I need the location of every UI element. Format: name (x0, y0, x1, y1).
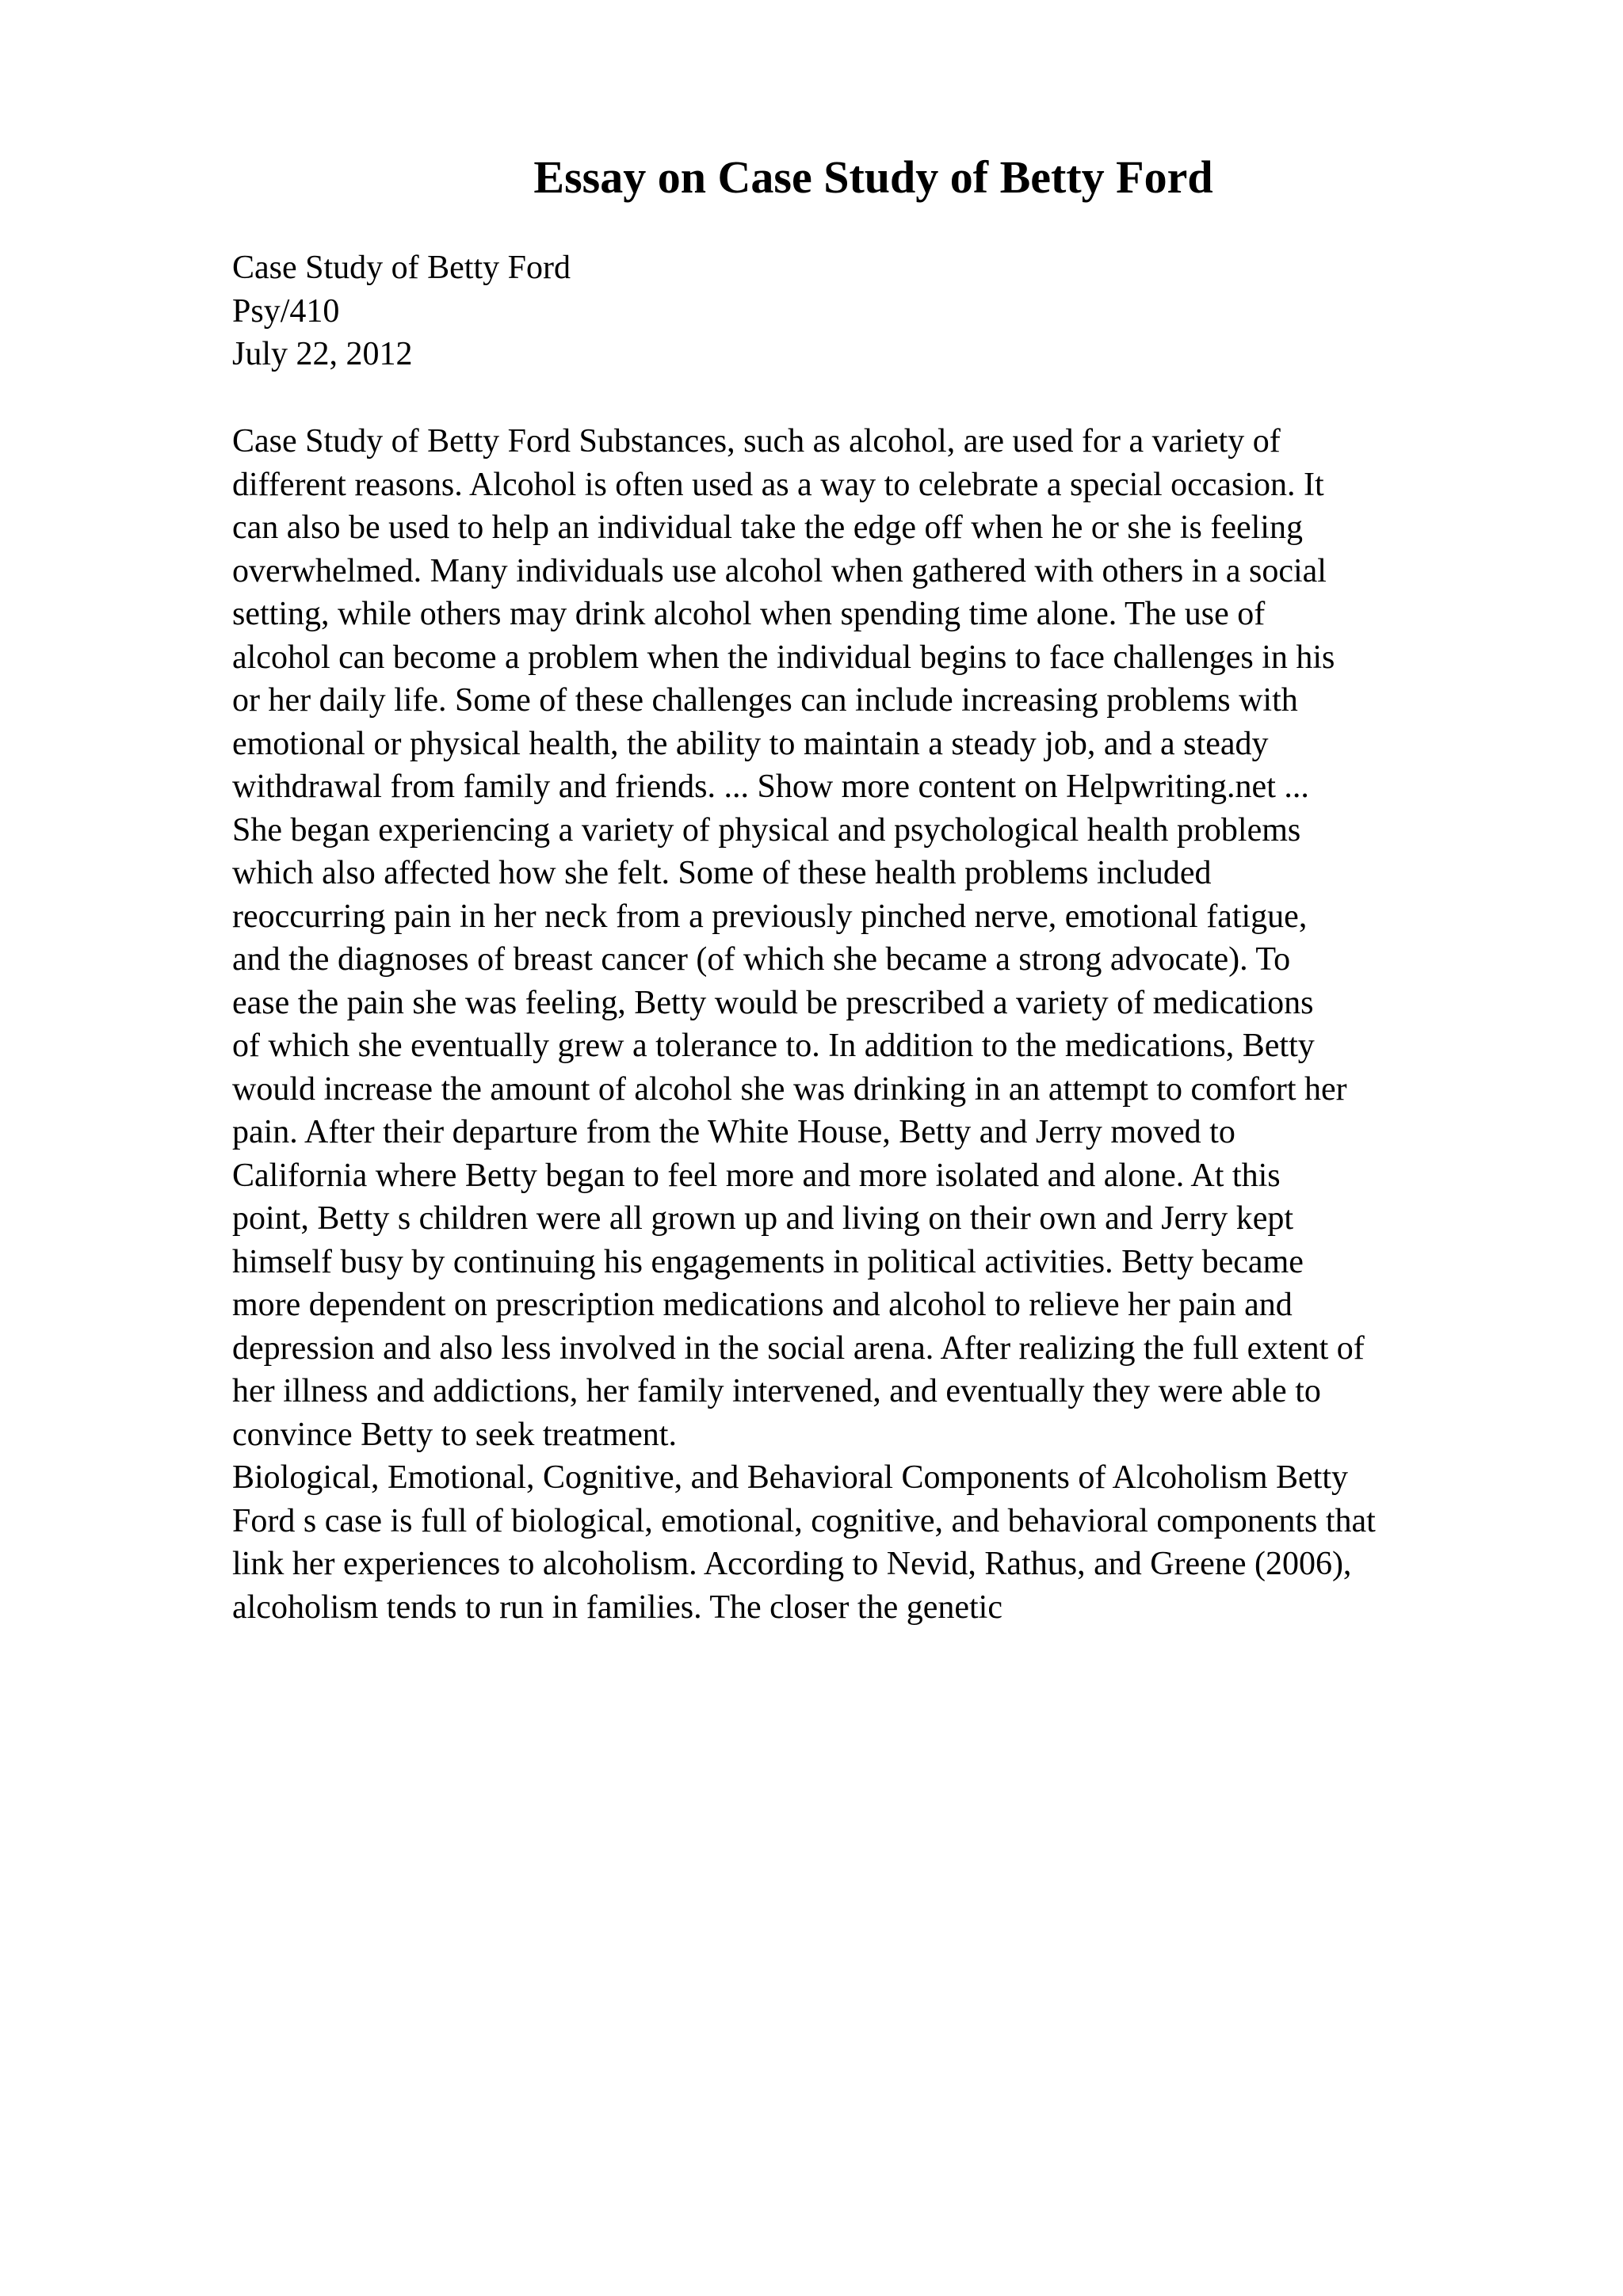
body-line: overwhelmed. Many individuals use alcohol when gathered with others in a social (232, 552, 1327, 589)
body-line: can also be used to help an individual take the edge off when he or she is feeling (232, 509, 1303, 546)
header-line-course-title: Case Study of Betty Ford (232, 250, 571, 286)
body-line: or her daily life. Some of these challenges can include increasing problems with (232, 682, 1298, 719)
body-line: and the diagnoses of breast cancer (of which she became a strong advocate). To (232, 941, 1291, 978)
header-line-date: July 22, 2012 (232, 336, 413, 372)
body-line: would increase the amount of alcohol she was drinking in an attempt to comfort her (232, 1070, 1347, 1108)
body-line: depression and also less involved in the social arena. After realizing the full extent of (232, 1329, 1365, 1367)
document-header-block (232, 246, 571, 376)
body-line: her illness and addictions, her family intervened, and eventually they were able to (232, 1373, 1321, 1409)
body-line: alcohol can become a problem when the individual begins to face challenges in his (232, 639, 1335, 676)
body-line: withdrawal from family and friends. ... Show more content on Helpwriting.net ... (232, 769, 1309, 805)
essay-body (232, 420, 1376, 1629)
body-line: which also affected how she felt. Some of these health problems included (232, 855, 1212, 891)
body-line: different reasons. Alcohol is often used as a way to celebrate a special occasion. It (232, 466, 1324, 503)
body-line: emotional or physical health, the ability to maintain a steady job, and a steady (232, 725, 1269, 762)
body-line: Biological, Emotional, Cognitive, and Behavioral Components of Alcoholism Betty (232, 1459, 1349, 1496)
body-line: She began experiencing a variety of physical and psychological health problems (232, 811, 1301, 849)
body-line: Ford s case is full of biological, emotional, cognitive, and behavioral components that (232, 1502, 1376, 1539)
body-line: more dependent on prescription medications and alcohol to relieve her pain and (232, 1287, 1293, 1323)
body-line: setting, while others may drink alcohol when spending time alone. The use of (232, 596, 1266, 632)
body-line: link her experiences to alcoholism. According to Nevid, Rathus, and Greene (2006), (232, 1546, 1352, 1582)
body-line: pain. After their departure from the White House, Betty and Jerry moved to (232, 1114, 1235, 1150)
body-line: convince Betty to seek treatment. (232, 1416, 677, 1453)
body-line: himself busy by continuing his engagements in political activities. Betty became (232, 1243, 1304, 1280)
body-line: Case Study of Betty Ford Substances, such as alcohol, are used for a variety of (232, 423, 1281, 460)
body-line: reoccurring pain in her neck from a previously pinched nerve, emotional fatigue, (232, 898, 1308, 935)
document-title: Essay on Case Study of Betty Ford (533, 151, 1213, 203)
header-line-course-code: Psy/410 (232, 292, 340, 330)
body-line: California where Betty began to feel more and more isolated and alone. At this (232, 1157, 1281, 1194)
body-line: point, Betty s children were all grown up and living on their own and Jerry kept (232, 1200, 1294, 1237)
body-line: alcoholism tends to run in families. The closer the genetic (232, 1589, 1002, 1626)
body-line: ease the pain she was feeling, Betty would be prescribed a variety of medications (232, 984, 1314, 1021)
body-line: of which she eventually grew a tolerance to. In addition to the medications, Betty (232, 1028, 1315, 1064)
